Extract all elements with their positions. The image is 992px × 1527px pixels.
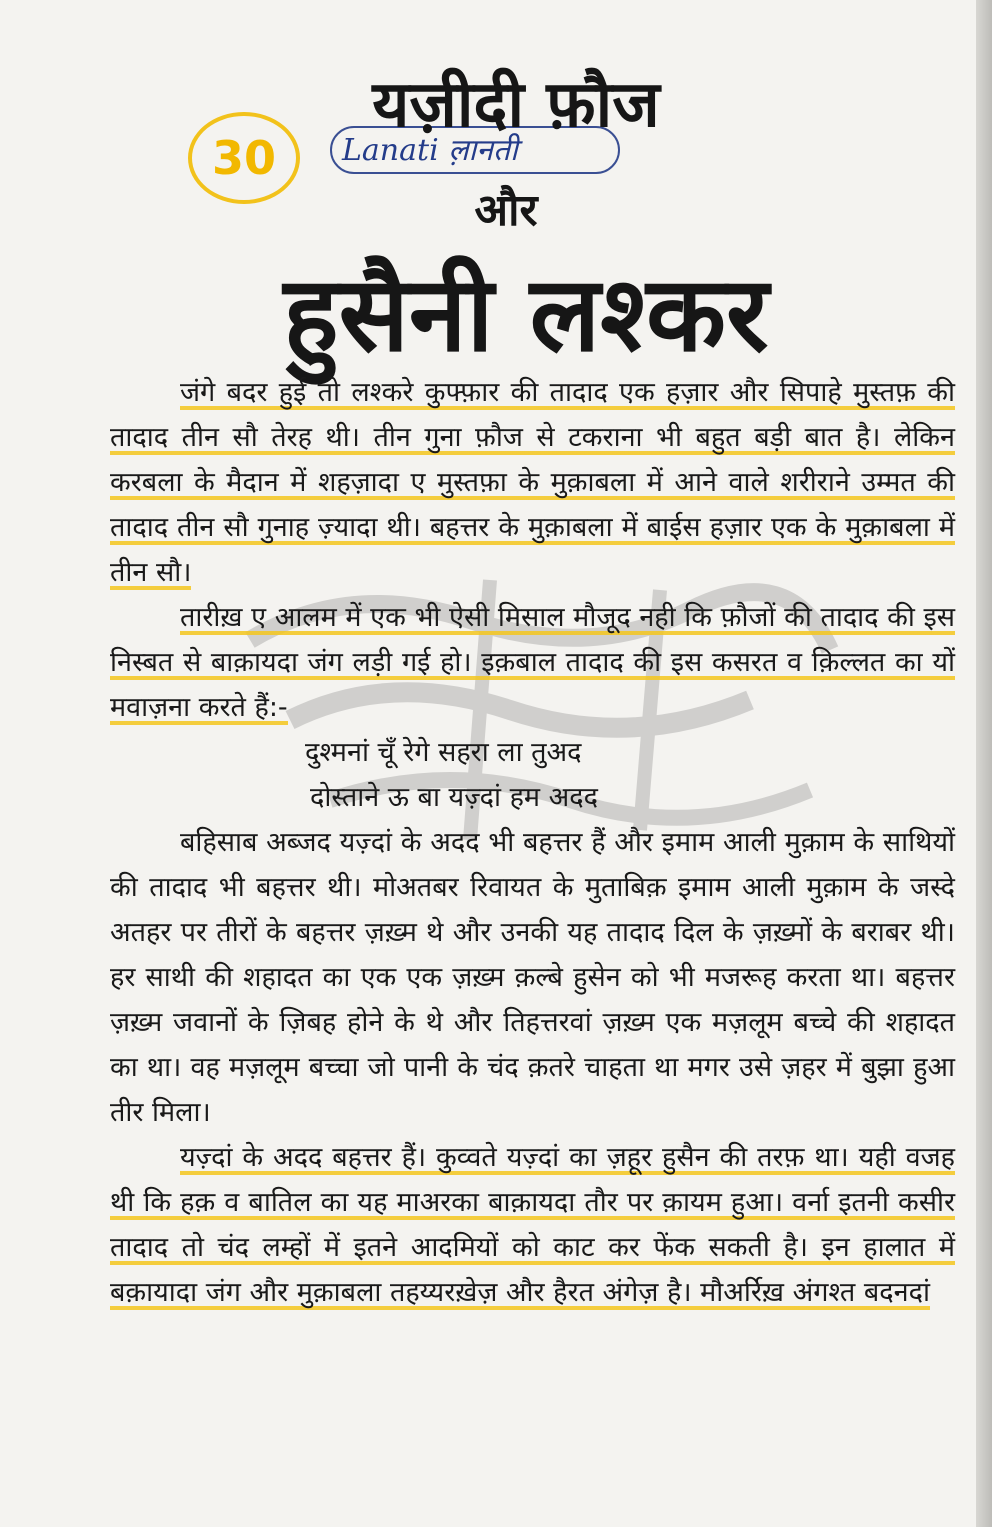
paragraph-4-text: यज़्दां के अदद बहत्तर हैं। कुव्वते यज़्दां का ज़हूर हुसैन की तरफ़ था। यही वजह थी कि हक़ व बातिल का यह माअरका बाक़ायदा तौर पर क़ायम हुआ। वर्ना इतनी कसीर तादाद तो चंद लम्हों में इतने आदमियों को काट कर फेंक सकती है। इन हालात में बक़ायादा जंग और मुक़ाबला तहय्यरख़ेज़ और हैरत अंगेज़ है। मौअर्रिख़ अंगश्त बदनदां (110, 1142, 955, 1308)
title-line-3: हुसैनी लश्कर (283, 253, 769, 375)
page-number: 30 (211, 131, 276, 185)
paragraph-1-text: जंगे बदर हुई तो लश्करे कुफ्फ़ार की तादाद एक हज़ार और सिपाहे मुस्तफ़ की तादाद तीन सौ तेरह थी। तीन गुना फ़ौज से टकराना भी बहुत बड़ी बात है। लेकिन करबला के मैदान में शहज़ादा ए मुस्तफ़ा के मुक़ाबला में आने वाले शरीराने उम्मत की तादाद तीन सौ गुनाह ज़्यादा थी। बहत्तर के मुक़ाबला में बाईस हज़ार एक के मुक़ाबला में तीन सौ। (110, 377, 955, 588)
handwritten-note: Lanati ल़ानती (330, 126, 620, 174)
verse-line-1: दुश्मनां चूँ रेगे सहरा ला तुअद (305, 737, 582, 768)
paragraph-4 (110, 1135, 955, 1315)
paragraph-2-text: तारीख़ ए आलम में एक भी ऐसी मिसाल मौजूद नही कि फ़ौजों की तादाद की इस निस्बत से बाक़ायदा जंग लड़ी गई हो। इक़बाल तादाद की इस कसरत व क़िल्लत का यों मवाज़ना करते हैं:- (110, 602, 955, 723)
title-line-2: और (474, 185, 538, 236)
paragraph-2 (110, 595, 955, 730)
verse-line-2: दोस्ताने ऊ बा यज़्दां हम अदद (310, 782, 598, 813)
paragraph-3: बहिसाब अब्जद यज़्दां के अदद भी बहत्तर हैं और इमाम आली मुक़ाम के साथियों की तादाद भी बहत्तर थी। मोअतबर रिवायत के मुताबिक़ इमाम आली मुक़ाम के जस्दे अतहर पर तीरों के बहत्तर ज़ख़्म थे और उनकी यह तादाद दिल के ज़ख़्मों के बराबर थी। हर साथी की शहादत का एक एक ज़ख़्म क़ल्बे हुसेन को भी मजरूह करता था। बहत्तर ज़ख़्म जवानों के ज़िबह होने के थे और तिहत्तरवां ज़ख़्म एक मज़लूम बच्चे की शहादत का था। वह मज़लूम बच्चा जो पानी के चंद क़तरे चाहता था मगर उसे ज़हर में बुझा हुआ तीर मिला। (110, 827, 955, 1128)
paragraph-1 (110, 370, 955, 595)
title-line-1: यज़ीदी फ़ौज (372, 68, 660, 142)
body-text (110, 370, 955, 1315)
